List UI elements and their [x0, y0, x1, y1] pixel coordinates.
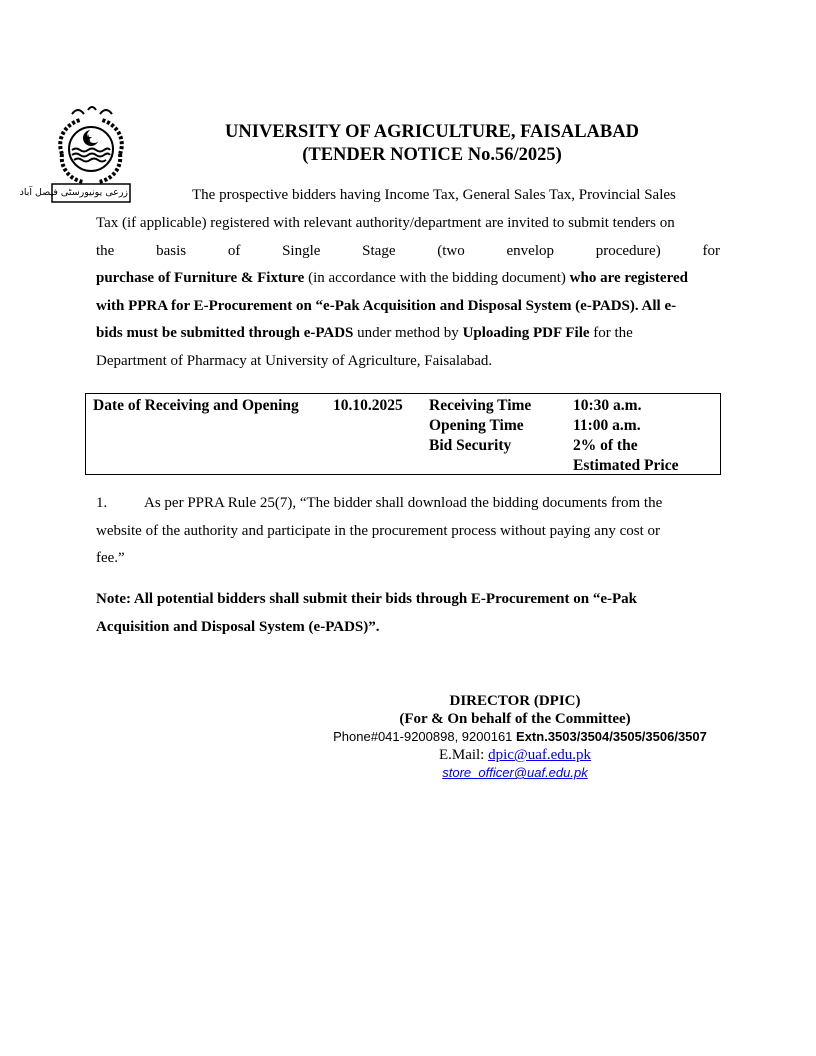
receiving-time: 10:30 a.m. [573, 397, 642, 414]
email-link-dpic[interactable]: dpic@uaf.edu.pk [488, 747, 592, 763]
intro-bold-text: who are registered [569, 270, 688, 286]
phone-extensions: Extn.3503/3504/3505/3506/3507 [516, 729, 707, 744]
notice-title: (TENDER NOTICE No.56/2025) [302, 145, 562, 165]
opening-time: 11:00 a.m. [573, 417, 641, 434]
university-title: UNIVERSITY OF AGRICULTURE, FAISALABAD [225, 122, 639, 142]
intro-line-5: with PPRA for E-Procurement on “e-Pak Acquisition and Disposal System (e-PADS). All e- [96, 298, 677, 314]
intro-text: (in accordance with the bidding document) [304, 270, 570, 286]
intro-word: envelop [506, 243, 554, 259]
intro-word: Stage [362, 243, 396, 259]
bid-security-label: Bid Security [429, 437, 512, 454]
intro-line-6 [96, 320, 720, 347]
signatory-subtitle: (For & On behalf of the Committee) [399, 711, 631, 727]
intro-word: Single [282, 243, 321, 259]
procurement-item: purchase of Furniture & Fixture [96, 270, 305, 286]
intro-line-4 [96, 265, 720, 292]
intro-word: of [227, 243, 241, 259]
note-line-2: Acquisition and Disposal System (e-PADS)”. [96, 619, 380, 635]
rule-line-2: website of the authority and participate in the procurement process without paying any cost or [96, 523, 661, 539]
intro-word: procedure) [595, 243, 661, 259]
intro-line-1: The prospective bidders having Income Tax, General Sales Tax, Provincial Sales [192, 187, 676, 203]
rule-line-3: fee.” [96, 550, 125, 566]
rule-line-1: As per PPRA Rule 25(7), “The bidder shall download the bidding documents from the [144, 495, 663, 511]
intro-bold-text: bids must be submitted through e-PADS [96, 325, 354, 341]
contact-phone [300, 728, 740, 746]
upload-method: Uploading PDF File [462, 325, 590, 341]
logo-urdu-caption: زرعی یونیورسٹی فیصل آباد [19, 187, 128, 198]
receiving-time-label: Receiving Time [429, 397, 532, 414]
intro-word: basis [156, 243, 187, 259]
signatory-title: DIRECTOR (DPIC) [449, 693, 581, 709]
opening-time-label: Opening Time [429, 417, 524, 434]
phone-numbers: Phone#041-9200898, 9200161 [333, 729, 517, 744]
opening-date: 10.10.2025 [333, 397, 403, 414]
email-line [320, 745, 710, 765]
intro-text: for the [589, 325, 633, 341]
bid-security-value: 2% of the [573, 437, 638, 454]
receiving-opening-label: Date of Receiving and Opening [93, 397, 299, 414]
intro-word: (two [437, 243, 465, 259]
intro-line-3 [96, 238, 720, 265]
intro-line-2: Tax (if applicable) registered with relevant authority/department are invited to submit tenders on [96, 215, 675, 231]
tender-details-box [85, 393, 721, 475]
bid-security-value-2: Estimated Price [573, 457, 679, 474]
email-label: E.Mail: [438, 747, 489, 763]
intro-word: for [702, 243, 720, 259]
rule-number: 1. [96, 495, 108, 511]
email-link-store-officer[interactable]: store_officer@uaf.edu.pk [442, 765, 588, 780]
email-line-2 [320, 764, 710, 782]
intro-text: under method by [353, 325, 463, 341]
intro-line-7: Department of Pharmacy at University of Agriculture, Faisalabad. [96, 353, 493, 369]
note-line-1: Note: All potential bidders shall submit their bids through E-Procurement on “e-Pak [96, 591, 638, 607]
intro-word: the [96, 243, 115, 259]
